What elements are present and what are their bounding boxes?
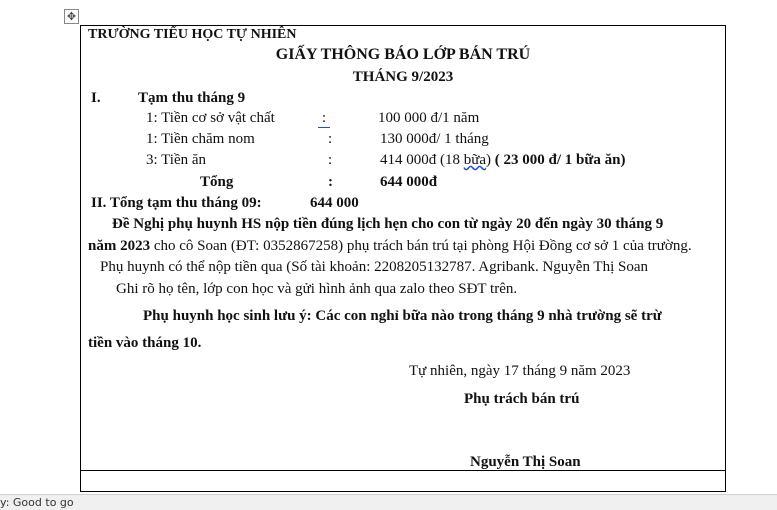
fee-colon-facilities: : xyxy=(318,109,330,128)
section2-heading: II. Tổng tạm thu tháng 09: xyxy=(91,195,262,211)
meals-value-bold: ( 23 000 đ/ 1 bữa ăn) xyxy=(494,152,626,168)
fee-label-meals: 3: Tiền ăn xyxy=(146,152,207,168)
date-line: Tự nhiên, ngày 17 tháng 9 năm 2023 xyxy=(409,363,631,379)
fee-label-facilities: 1: Tiền cơ sở vật chất xyxy=(146,110,275,126)
document-title: GIẤY THÔNG BÁO LỚP BÁN TRÚ xyxy=(275,46,531,63)
fee-value-facilities: 100 000 đ/1 năm xyxy=(378,110,480,126)
signer-name: Nguyễn Thị Soan xyxy=(470,454,581,470)
school-name: TRƯỜNG TIỂU HỌC TỰ NHIÊN xyxy=(88,27,297,42)
para1-line1: Đề Nghị phụ huynh HS nộp tiền đúng lịch hẹn cho con từ ngày 20 đến ngày 30 tháng 9 xyxy=(112,216,664,232)
section2-amount: 644 000 xyxy=(310,195,359,211)
fee-value-care: 130 000đ/ 1 tháng xyxy=(380,131,489,147)
section1-roman: I. xyxy=(91,90,101,106)
fee-colon-meals: : xyxy=(328,152,333,168)
note-line2: tiền vào tháng 10. xyxy=(88,335,202,351)
meals-value-part2: ) xyxy=(486,152,492,168)
para1-line2-rest: cho cô Soan (ĐT: 0352867258) phụ trách bán trú tại phòng Hội Đồng cơ sở 1 của trường. xyxy=(150,238,692,254)
meals-value-underlined: bữa xyxy=(463,152,487,168)
total-colon: : xyxy=(328,174,333,190)
signer-title: Phụ trách bán trú xyxy=(464,391,580,407)
fee-label-care: 1: Tiền chăm nom xyxy=(146,131,255,147)
para1-line2-bold: năm 2023 xyxy=(88,238,151,254)
month-title: THÁNG 9/2023 xyxy=(352,69,454,85)
table-move-handle-icon[interactable]: ✥ xyxy=(64,9,79,24)
para1-line2 xyxy=(88,237,692,255)
table-row-divider xyxy=(80,470,726,471)
section1-heading: Tạm thu tháng 9 xyxy=(138,90,246,106)
fee-colon-care: : xyxy=(328,131,333,147)
fee-value-meals xyxy=(380,151,625,169)
total-label: Tổng xyxy=(200,174,234,190)
total-value: 644 000đ xyxy=(380,174,438,190)
status-bar: y: Good to go xyxy=(0,494,777,510)
note-line1: Phụ huynh học sinh lưu ý: Các con nghỉ bữa nào trong tháng 9 nhà trường sẽ trừ xyxy=(143,308,662,324)
payment-info: Phụ huynh có thể nộp tiền qua (Số tài khoản: 2208205132787. Agribank. Nguyễn Thị Soan xyxy=(100,259,649,275)
meals-value-part1: 414 000đ (18 xyxy=(380,152,464,168)
instruction-line: Ghi rõ họ tên, lớp con học và gửi hình ảnh qua zalo theo SĐT trên. xyxy=(116,281,518,297)
